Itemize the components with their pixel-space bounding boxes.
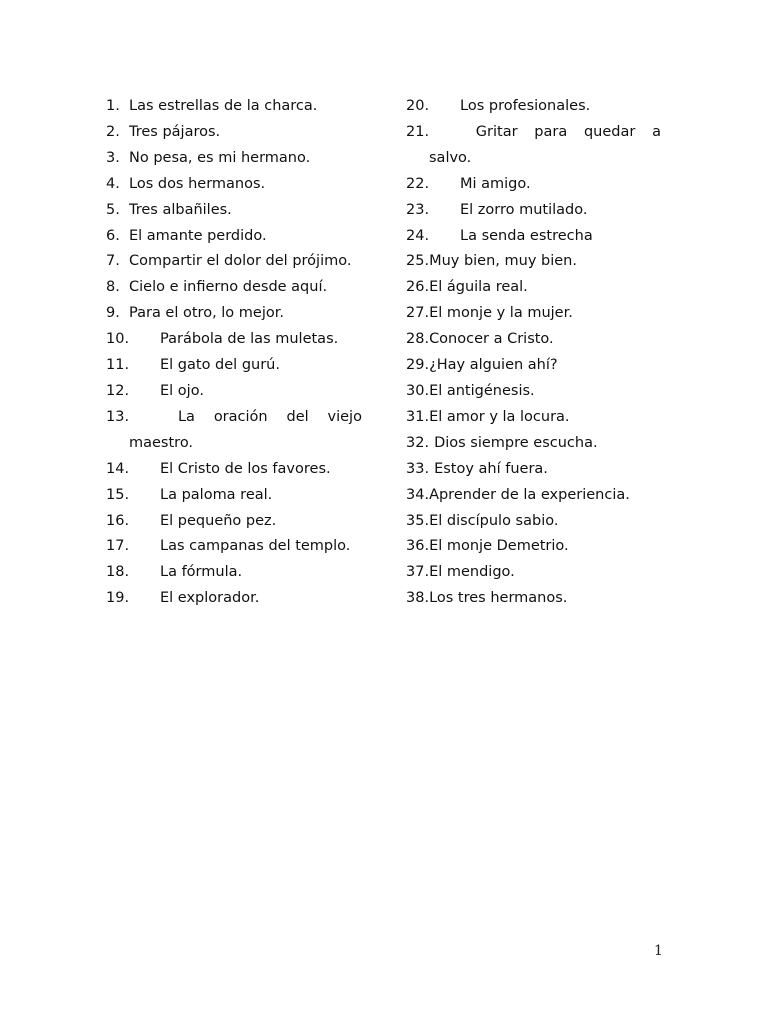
item-title: El monje Demetrio. bbox=[429, 538, 569, 555]
item-title: Compartir el dolor del prójimo. bbox=[129, 253, 352, 270]
item-continuation: maestro. bbox=[129, 434, 194, 451]
item-title: El gato del gurú. bbox=[160, 357, 280, 374]
list-item bbox=[106, 120, 362, 146]
item-number: 15. bbox=[106, 486, 130, 503]
item-word: a bbox=[652, 123, 661, 140]
item-number: 37. bbox=[406, 564, 430, 581]
item-word: del bbox=[286, 408, 309, 425]
item-number: 33. bbox=[406, 460, 430, 477]
item-word: viejo bbox=[327, 408, 362, 425]
item-title: Tres albañiles. bbox=[129, 201, 232, 218]
item-number: 25. bbox=[406, 253, 430, 270]
list-item bbox=[406, 560, 661, 586]
item-title: La senda estrecha bbox=[460, 227, 593, 244]
item-title: Para el otro, lo mejor. bbox=[129, 305, 284, 322]
item-word: oración bbox=[213, 408, 268, 425]
item-title: El antigénesis. bbox=[429, 382, 535, 399]
item-word: Gritar bbox=[475, 123, 518, 140]
item-number: 26. bbox=[406, 279, 430, 296]
item-number: 23. bbox=[406, 201, 430, 218]
list-item bbox=[106, 379, 362, 405]
item-title: Las campanas del templo. bbox=[160, 538, 351, 555]
list-column-left bbox=[106, 94, 362, 612]
item-title: No pesa, es mi hermano. bbox=[129, 149, 311, 166]
list-item bbox=[106, 224, 362, 250]
list-item bbox=[406, 586, 661, 612]
item-title: El amor y la locura. bbox=[429, 408, 570, 425]
item-number: 17. bbox=[106, 538, 130, 555]
item-title: La paloma real. bbox=[160, 486, 273, 503]
item-number: 4. bbox=[106, 175, 120, 192]
item-title: El ojo. bbox=[160, 382, 204, 399]
item-title: La fórmula. bbox=[160, 564, 243, 581]
item-title: Aprender de la experiencia. bbox=[429, 486, 630, 503]
item-number: 32. bbox=[406, 434, 430, 451]
item-word: para bbox=[534, 123, 568, 140]
item-number: 38. bbox=[406, 590, 430, 607]
item-number: 30. bbox=[406, 382, 430, 399]
item-title: El pequeño pez. bbox=[160, 512, 277, 529]
list-item bbox=[106, 198, 362, 224]
list-item bbox=[406, 353, 661, 379]
item-word: quedar bbox=[583, 123, 636, 140]
list-item bbox=[106, 301, 362, 327]
item-number: 34. bbox=[406, 486, 430, 503]
item-number: 19. bbox=[106, 590, 130, 607]
list-item bbox=[106, 94, 362, 120]
list-item bbox=[406, 483, 661, 509]
item-title: Las estrellas de la charca. bbox=[129, 98, 318, 114]
item-title: Muy bien, muy bien. bbox=[429, 253, 577, 270]
list-item bbox=[406, 327, 661, 353]
item-title: Conocer a Cristo. bbox=[429, 331, 554, 348]
item-number: 28. bbox=[406, 331, 430, 348]
page-number: 1 bbox=[654, 943, 663, 959]
item-number: 11. bbox=[106, 357, 130, 374]
list-item bbox=[406, 94, 661, 120]
item-number: 31. bbox=[406, 408, 430, 425]
item-number: 10. bbox=[106, 331, 130, 348]
list-item bbox=[406, 301, 661, 327]
item-title: Parábola de las muletas. bbox=[160, 331, 339, 348]
item-number: 36. bbox=[406, 538, 430, 555]
item-title: El mendigo. bbox=[429, 564, 515, 581]
item-title: Cielo e infierno desde aquí. bbox=[129, 279, 328, 296]
item-title: ¿Hay alguien ahí? bbox=[429, 357, 558, 374]
item-number: 29. bbox=[406, 357, 430, 374]
list-item bbox=[406, 249, 661, 275]
item-title: El amante perdido. bbox=[129, 227, 267, 244]
list-item bbox=[106, 560, 362, 586]
list-item bbox=[406, 172, 661, 198]
item-title: El monje y la mujer. bbox=[429, 305, 573, 322]
list-item bbox=[406, 431, 661, 457]
item-title: El zorro mutilado. bbox=[460, 201, 588, 218]
list-item bbox=[106, 249, 362, 275]
item-number: 21. bbox=[406, 123, 430, 140]
item-number: 12. bbox=[106, 382, 130, 399]
item-number: 24. bbox=[406, 227, 430, 244]
item-number: 3. bbox=[106, 149, 120, 166]
list-item bbox=[406, 120, 661, 172]
item-number: 9. bbox=[106, 305, 120, 322]
list-item bbox=[406, 198, 661, 224]
list-item bbox=[406, 275, 661, 301]
item-number: 8. bbox=[106, 279, 120, 296]
item-title: El Cristo de los favores. bbox=[160, 460, 331, 477]
item-continuation: salvo. bbox=[429, 149, 472, 166]
item-title: El discípulo sabio. bbox=[429, 512, 559, 529]
item-title: El explorador. bbox=[160, 590, 260, 607]
item-title: Mi amigo. bbox=[460, 175, 531, 192]
item-number: 16. bbox=[106, 512, 130, 529]
item-number: 22. bbox=[406, 175, 430, 192]
item-number: 35. bbox=[406, 512, 430, 529]
item-number: 13. bbox=[106, 408, 130, 425]
list-item bbox=[106, 534, 362, 560]
list-item bbox=[106, 327, 362, 353]
item-title: Estoy ahí fuera. bbox=[434, 460, 548, 477]
list-column-right bbox=[406, 94, 661, 612]
list-item bbox=[106, 483, 362, 509]
item-number: 14. bbox=[106, 460, 130, 477]
item-number: 7. bbox=[106, 253, 120, 270]
list-item bbox=[406, 379, 661, 405]
item-word: La bbox=[177, 408, 195, 425]
list-item bbox=[106, 586, 362, 612]
list-item bbox=[106, 353, 362, 379]
list-item bbox=[406, 534, 661, 560]
item-number: 20. bbox=[406, 98, 430, 114]
list-item bbox=[106, 457, 362, 483]
item-number: 5. bbox=[106, 201, 120, 218]
item-number: 6. bbox=[106, 227, 120, 244]
list-item bbox=[106, 275, 362, 301]
item-first-line bbox=[406, 120, 661, 146]
item-first-line bbox=[106, 405, 362, 431]
item-number: 1. bbox=[106, 98, 120, 114]
list-item bbox=[406, 405, 661, 431]
item-number: 2. bbox=[106, 123, 120, 140]
item-title: Los profesionales. bbox=[460, 98, 591, 114]
list-item bbox=[106, 172, 362, 198]
list-item bbox=[106, 509, 362, 535]
item-title: El águila real. bbox=[429, 279, 528, 296]
item-number: 27. bbox=[406, 305, 430, 322]
list-item bbox=[406, 224, 661, 250]
item-title: Dios siempre escucha. bbox=[434, 434, 598, 451]
list-item bbox=[406, 509, 661, 535]
list-item bbox=[106, 146, 362, 172]
list-item bbox=[106, 405, 362, 457]
list-item bbox=[406, 457, 661, 483]
item-title: Los tres hermanos. bbox=[429, 590, 568, 607]
item-title: Tres pájaros. bbox=[129, 123, 221, 140]
item-title: Los dos hermanos. bbox=[129, 175, 266, 192]
item-number: 18. bbox=[106, 564, 130, 581]
